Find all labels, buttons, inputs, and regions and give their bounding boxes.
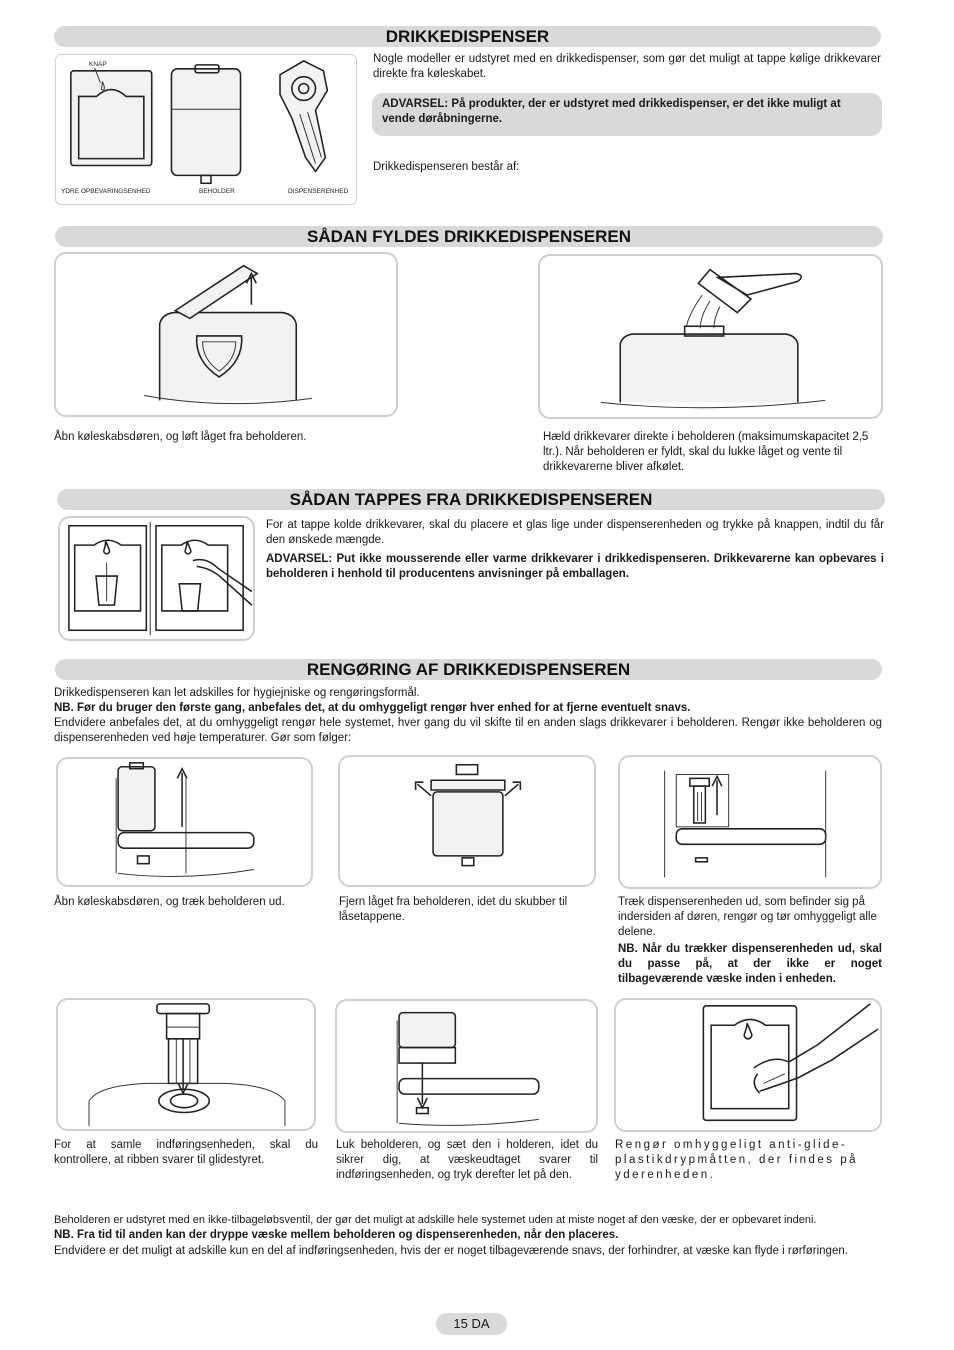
section-title-text: DRIKKEDISPENSER <box>385 27 550 46</box>
clean-foot1: Beholderen er udstyret med en ikke-tilbageløbsventil, der gør det muligt at adskille hele systemet uden at miste noget af den væske, der er opbevaret indeni. <box>54 1214 817 1226</box>
clean-step5-text: Luk beholderen, og sæt den i holderen, idet du sikrer dig, at væskeudtaget svarer til indføringsenheden, og tryk derefter let på den. <box>336 1139 598 1181</box>
clean-step6-text: Rengør omhyggeligt anti-glide-plastikdrypmåtten, der findes på yderenheden. <box>615 1139 859 1181</box>
fill-step2-drawing <box>540 256 881 417</box>
clean-step3-figure <box>618 755 882 889</box>
clean-p2: NB. Før du bruger den første gang, anbefales det, at du omhyggeligt rengør hver enhed for at fjerne eventuelt snavs. <box>54 702 691 714</box>
label-knap: KNAP <box>89 61 107 68</box>
section-title-text: RENGØRING AF DRIKKEDISPENSEREN <box>306 660 631 679</box>
clean-step3-nb: NB. Når du trækker dispenserenheden ud, skal du passe på, at der ikke er noget tilbageværende væske inden i enheden. <box>618 943 882 985</box>
dispenser-warning-text: ADVARSEL: På produkter, der er udstyret med drikkedispenser, er det ikke muligt at vende døråbningerne. <box>382 98 841 125</box>
clean-step4-figure <box>56 998 316 1131</box>
clean-step2-figure <box>338 755 596 887</box>
clean-step1-figure <box>56 757 313 887</box>
clean-step6-drawing <box>616 1000 880 1130</box>
clean-p1: Drikkedispenseren kan let adskilles for hygiejniske og rengøringsformål. <box>54 687 420 699</box>
clean-step2-text: Fjern låget fra beholderen, idet du skubber til låsetappene. <box>339 896 568 923</box>
clean-p3: Endvidere anbefales det, at du omhyggeligt rengør hele systemet, hver gang du vil skifte til en anden slags drikkevarer i beholderen. Rengør ikke beholderen og dispenserenheden ved høje temperaturer. Gør som følger: <box>54 717 882 744</box>
clean-step6-figure <box>614 998 882 1132</box>
clean-foot2: NB. Fra tid til anden kan der dryppe væske mellem beholderen og dispenserenheden, når den placeres. <box>54 1229 619 1241</box>
fill-step1-drawing <box>56 254 396 415</box>
fill-step1-figure <box>54 252 398 417</box>
clean-step3-text: Træk dispenserenheden ud, som befinder sig på indersiden af døren, rengør og tør omhyggeligt alle delene. <box>618 896 877 938</box>
fill-step2-figure <box>538 254 883 419</box>
fill-step2-text: Hæld drikkevarer direkte i beholderen (maksimumskapacitet 2,5 ltr.). Når beholderen er fyldt, skal du lukke låget og vente til drikkevarerne bliver afkølet. <box>543 431 869 473</box>
section-title-fill <box>55 226 883 247</box>
section-title-clean <box>55 659 882 680</box>
page-number-text: 15 DA <box>453 1316 490 1331</box>
section-title-text: SÅDAN TAPPES FRA DRIKKEDISPENSEREN <box>289 490 653 509</box>
dispenser-warning <box>372 93 882 136</box>
clean-step4-drawing <box>58 1000 314 1129</box>
clean-step5-figure <box>335 999 598 1133</box>
tap-figure <box>58 516 255 641</box>
label-container: BEHOLDER <box>199 188 235 195</box>
label-dispenser-unit: DISPENSERENHED <box>288 188 349 195</box>
clean-step5-drawing <box>337 1001 596 1131</box>
tap-drawing <box>60 518 253 639</box>
clean-foot3: Endvidere er det muligt at adskille kun en del af indføringsenheden, hvis der er noget tilbageværende snavs, der forhindrer, at væske kan flyde i rørføringen. <box>54 1245 848 1257</box>
dispenser-intro: Nogle modeller er udstyret med en drikkedispenser, som gør det muligt at tappe kølige drikkevarer direkte fra køleskabet. <box>373 53 881 80</box>
tap-warning: ADVARSEL: Put ikke mousserende eller varme drikkevarer i drikkedispenseren. Drikkevarerne kan opbevares i beholderen i henhold til producentens anvisninger på emballagen. <box>266 553 884 580</box>
dispenser-parts-figure <box>55 54 357 205</box>
dispenser-parts-drawing <box>56 55 356 204</box>
label-outer-unit: YDRE OPBEVARINGSENHED <box>61 188 151 195</box>
clean-step3-drawing <box>620 757 880 887</box>
section-title-dispenser <box>54 26 881 47</box>
clean-step2-drawing <box>340 757 594 885</box>
clean-step1-drawing <box>58 759 311 885</box>
clean-step1-text: Åbn køleskabsdøren, og træk beholderen ud. <box>54 896 285 908</box>
fill-step1-text: Åbn køleskabsdøren, og løft låget fra beholderen. <box>54 431 307 443</box>
page-number <box>436 1313 507 1335</box>
tap-text: For at tappe kolde drikkevarer, skal du placere et glas lige under dispenserenheden og trykke på knappen, indtil du får den ønskede mængde. <box>266 519 884 546</box>
dispenser-consists: Drikkedispenseren består af: <box>373 161 520 173</box>
clean-step4-text: For at samle indføringsenheden, skal du kontrollere, at ribben svarer til glidestyret. <box>54 1139 318 1166</box>
section-title-text: SÅDAN FYLDES DRIKKEDISPENSEREN <box>307 227 631 246</box>
section-title-tap <box>57 489 885 510</box>
